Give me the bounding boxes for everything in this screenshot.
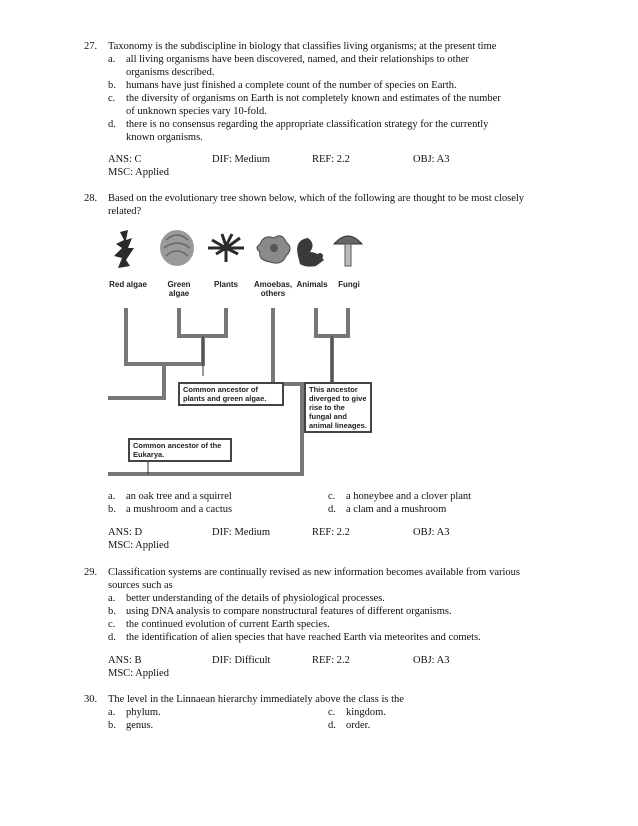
tree-label-plants: Plants — [213, 280, 238, 289]
option-text: organisms described. — [126, 67, 215, 78]
option-letter: d. — [328, 720, 336, 731]
answer-key: ANS: C — [108, 154, 142, 165]
plant-icon — [208, 234, 244, 262]
answer-key: ANS: D — [108, 527, 143, 538]
option-text: there is no consensus regarding the appropriate classification strategy for the currently — [126, 119, 489, 130]
option-letter: a. — [108, 491, 116, 502]
option-letter: b. — [108, 720, 116, 731]
option-letter: d. — [328, 504, 336, 515]
callout-eukarya: Common ancestor of the Eukarya. — [128, 438, 232, 462]
question-number: 29. — [84, 567, 98, 578]
option-letter: c. — [108, 93, 116, 104]
option-text: a mushroom and a cactus — [126, 504, 233, 515]
option-letter: a. — [108, 707, 116, 718]
amoeba-icon — [257, 236, 290, 263]
msc: MSC: Applied — [108, 668, 169, 679]
msc: MSC: Applied — [108, 540, 169, 551]
difficulty: DIF: Medium — [212, 527, 271, 538]
tree-label-amoebas: Amoebas, others — [253, 280, 293, 298]
tree-label-animals: Animals — [296, 280, 328, 289]
option-text: kingdom. — [346, 707, 386, 718]
option-text: using DNA analysis to compare nonstructural features of different organisms. — [126, 606, 452, 617]
question-stem: Classification systems are continually revised as new information becomes available from various — [108, 567, 521, 578]
objective: OBJ: A3 — [413, 655, 450, 666]
reference: REF: 2.2 — [312, 655, 350, 666]
option-letter: b. — [108, 80, 116, 91]
question-number: 30. — [84, 694, 98, 705]
option-letter: c. — [328, 491, 336, 502]
evolutionary-tree-figure — [108, 226, 368, 478]
option-letter: d. — [108, 632, 116, 643]
option-letter: c. — [328, 707, 336, 718]
red-algae-icon — [114, 230, 134, 268]
option-text: humans have just finished a complete count of the number of species on Earth. — [126, 80, 457, 91]
option-text: known organisms. — [126, 132, 203, 143]
option-text: the identification of alien species that have reached Earth via meteorites and comets. — [126, 632, 481, 643]
option-text: all living organisms have been discovered, named, and their relationships to other — [126, 54, 470, 65]
option-letter: a. — [108, 54, 116, 65]
question-stem: The level in the Linnaean hierarchy immediately above the class is the — [108, 694, 404, 705]
answer-key: ANS: B — [108, 655, 142, 666]
option-letter: c. — [108, 619, 116, 630]
option-letter: b. — [108, 606, 116, 617]
option-letter: d. — [108, 119, 116, 130]
msc: MSC: Applied — [108, 167, 169, 178]
option-text: the continued evolution of current Earth species. — [126, 619, 330, 630]
option-letter: a. — [108, 593, 116, 604]
objective: OBJ: A3 — [413, 154, 450, 165]
option-text: genus. — [126, 720, 154, 731]
mushroom-icon — [334, 236, 362, 266]
option-text: a honeybee and a clover plant — [346, 491, 472, 502]
tree-label-green-algae: Green algae — [167, 280, 191, 298]
option-text: an oak tree and a squirrel — [126, 491, 232, 502]
option-text: better understanding of the details of physiological processes. — [126, 593, 385, 604]
objective: OBJ: A3 — [413, 527, 450, 538]
question-stem: Taxonomy is the subdiscipline in biology that classifies living organisms; at the present time — [108, 41, 497, 52]
tree-label-red-algae: Red algae — [109, 280, 147, 289]
question-stem: sources such as — [108, 580, 173, 591]
option-text: the diversity of organisms on Earth is not completely known and estimates of the number — [126, 93, 501, 104]
callout-plants-green-algae: Common ancestor of plants and green algae. — [178, 382, 284, 406]
tree-label-fungi: Fungi — [338, 280, 360, 289]
option-text: order. — [346, 720, 371, 731]
question-stem: related? — [108, 206, 142, 217]
option-letter: b. — [108, 504, 116, 515]
difficulty: DIF: Difficult — [212, 655, 271, 666]
option-text: of unknown species vary 10-fold. — [126, 106, 267, 117]
question-number: 27. — [84, 41, 98, 52]
option-text: phylum. — [126, 707, 161, 718]
green-algae-icon — [160, 230, 194, 266]
reference: REF: 2.2 — [312, 154, 350, 165]
callout-fungal-animal: This ancestor diverged to give rise to the fungal and animal lineages. — [304, 382, 372, 433]
squirrel-icon — [297, 238, 324, 267]
reference: REF: 2.2 — [312, 527, 350, 538]
question-number: 28. — [84, 193, 98, 204]
option-text: a clam and a mushroom — [346, 504, 447, 515]
difficulty: DIF: Medium — [212, 154, 271, 165]
question-stem: Based on the evolutionary tree shown below, which of the following are thought to be most closely — [108, 193, 525, 204]
